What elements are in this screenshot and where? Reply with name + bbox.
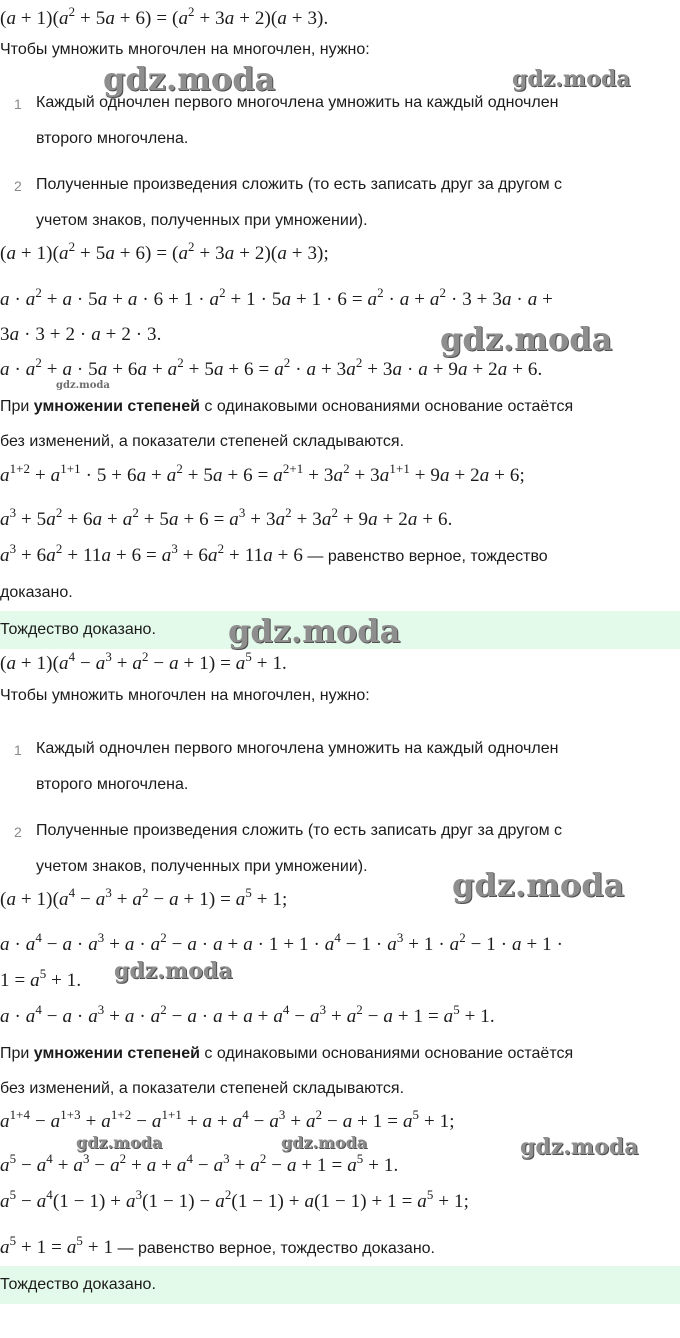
step-number: 1: [14, 96, 22, 112]
calc-line: $a \cdot a^2 + a \cdot 5a + 6a + a^2 + 5a + 6 = a^2 \cdot a + 3a^2 + 3a \cdot a + 9a + 2a + 6$.: [0, 355, 543, 380]
power-rule: При умножении степеней с одинаковыми основаниями основание остаётся: [0, 398, 574, 415]
watermark-logo: gdz.moda: [56, 380, 110, 391]
verdict-line2: доказано.: [0, 584, 73, 601]
step-line: Полученные произведения сложить (то есть записать друг за другом с: [36, 822, 563, 839]
watermark-logo: gdz.moda: [76, 1133, 163, 1152]
power-rule: При умножении степеней с одинаковыми основаниями основание остаётся: [0, 1045, 574, 1062]
proven-text: Тождество доказано.: [0, 621, 156, 638]
calc-line: $a^3 + 5a^2 + 6a + a^2 + 5a + 6 = a^3 + 3a^2 + 3a^2 + 9a + 2a + 6$.: [0, 505, 453, 530]
verdict-line: $a^3 + 6a^2 + 11a + 6 = a^3 + 6a^2 + 11a + 6$ — равенство верное, тождество: [0, 541, 548, 566]
calc-line: $a^{1+2} + a^{1+1} \cdot 5 + 6a + a^2 + 5a + 6 = a^{2+1} + 3a^2 + 3a^{1+1} + 9a + 2a + 6$;: [0, 461, 525, 486]
step-number: 1: [14, 742, 22, 758]
calc-line: $a^{1+4} - a^{1+3} + a^{1+2} - a^{1+1} + a + a^4 - a^3 + a^2 - a + 1 = a^5 + 1$;: [0, 1107, 455, 1132]
calc-line: $a^5 - a^4 + a^3 - a^2 + a + a^4 - a^3 + a^2 - a + 1 = a^5 + 1$.: [0, 1151, 399, 1176]
verdict-line: $a^5 + 1 = a^5 + 1$ — равенство верное, тождество доказано.: [0, 1233, 435, 1258]
watermark-logo: gdz.moda: [114, 958, 233, 984]
calc-line: $a \cdot a^4 - a \cdot a^3 + a \cdot a^2 - a \cdot a + a + a^4 - a^3 + a^2 - a + 1 = a^5 + 1$.: [0, 1002, 495, 1027]
calc-line: $1 = a^5 + 1$.: [0, 966, 82, 991]
step-line: учетом знаков, полученных при умножении).: [36, 858, 368, 875]
equation-2: $(a + 1)(a^4 - a^3 + a^2 - a + 1) = a^5 + 1$.: [0, 649, 287, 674]
equation-1: $(a + 1)(a^2 + 5a + 6) = (a^2 + 3a + 2)(a + 3)$.: [0, 4, 329, 29]
watermark-logo: gdz.moda: [103, 60, 276, 98]
step-number: 2: [14, 824, 22, 840]
calc-line: 3a · 3 + 2 · a + 2 · 3.: [0, 324, 162, 345]
power-rule-line2: без изменений, а показатели степеней складываются.: [0, 433, 405, 450]
watermark-logo: gdz.moda: [281, 1133, 368, 1152]
watermark-logo: gdz.moda: [520, 1134, 639, 1160]
proven-banner: [0, 1266, 680, 1304]
step-line: Полученные произведения сложить (то есть записать друг за другом с: [36, 176, 563, 193]
watermark-logo: gdz.moda: [440, 320, 613, 358]
calc-line: $a \cdot a^4 - a \cdot a^3 + a \cdot a^2 - a \cdot a + a \cdot 1 + 1 \cdot a^4 - 1 \cdot a^3 + 1 \cdot a^2 - 1 \cdot a + 1$ ·: [0, 930, 564, 955]
calc-line: $(a + 1)(a^2 + 5a + 6) = (a^2 + 3a + 2)(a + 3)$;: [0, 239, 329, 264]
power-rule-line2: без изменений, а показатели степеней складываются.: [0, 1080, 405, 1097]
watermark-logo: gdz.moda: [512, 66, 631, 92]
watermark-logo: gdz.moda: [452, 866, 625, 904]
step-line: второго многочлена.: [36, 776, 189, 793]
rule-intro: Чтобы умножить многочлен на многочлен, нужно:: [0, 687, 370, 704]
step-line: учетом знаков, полученных при умножении).: [36, 212, 368, 229]
step-line: Каждый одночлен первого многочлена умножить на каждый одночлен: [36, 740, 559, 757]
step-line: второго многочлена.: [36, 130, 189, 147]
step-number: 2: [14, 178, 22, 194]
step-line: Каждый одночлен первого многочлена умножить на каждый одночлен: [36, 94, 559, 111]
calc-line: $(a + 1)(a^4 - a^3 + a^2 - a + 1) = a^5 + 1$;: [0, 885, 288, 910]
watermark-logo: gdz.moda: [228, 612, 401, 650]
proven-text: Тождество доказано.: [0, 1276, 156, 1293]
calc-line: $a^5 - a^4(1 - 1) + a^3(1 - 1) - a^2(1 - 1) + a(1 - 1) + 1 = a^5 + 1$;: [0, 1187, 469, 1212]
calc-line: $a \cdot a^2 + a \cdot 5a + a \cdot 6 + 1 \cdot a^2 + 1 \cdot 5a + 1 \cdot 6 = a^2 \cdot a + a^2 \cdot 3 + 3a \cdot a$ +: [0, 285, 553, 310]
rule-intro: Чтобы умножить многочлен на многочлен, нужно:: [0, 41, 370, 58]
